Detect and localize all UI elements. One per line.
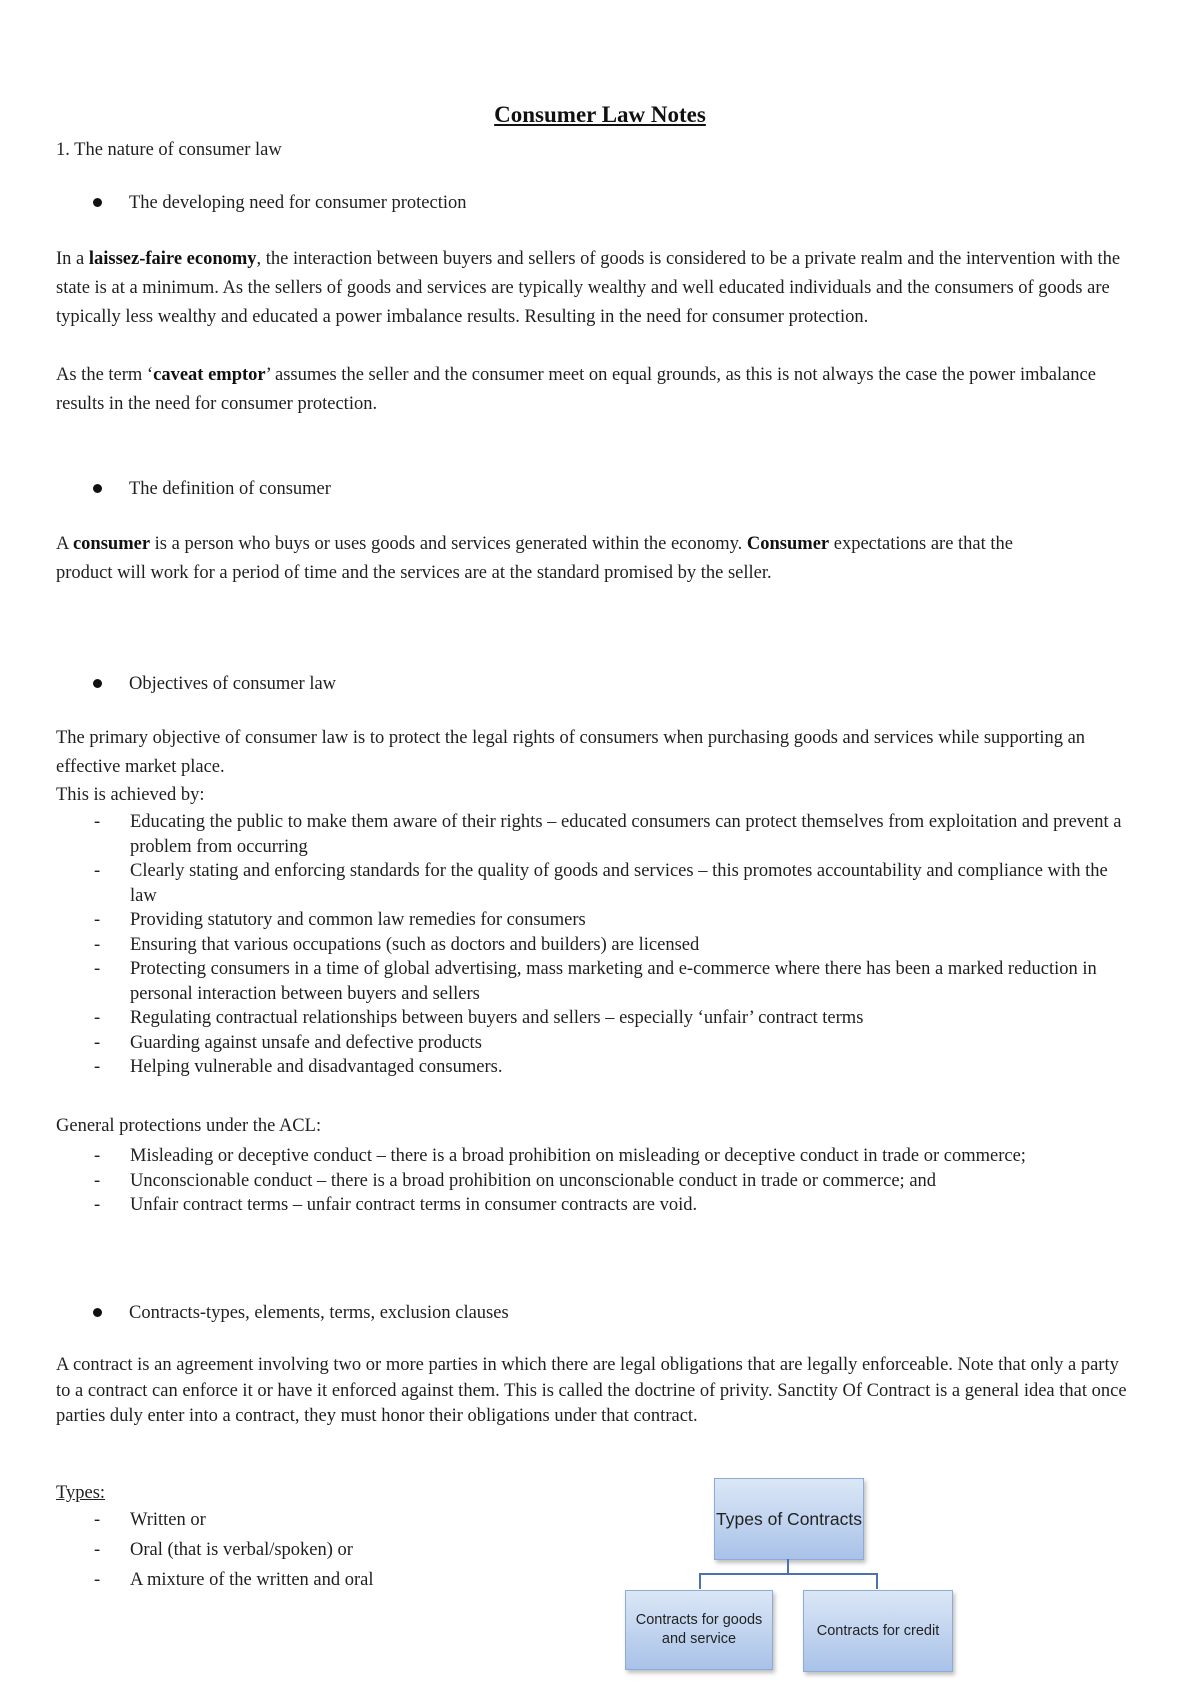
diagram-root-box: Types of Contracts — [714, 1478, 864, 1560]
list-item — [56, 1006, 1136, 1031]
list-item — [56, 1565, 576, 1595]
bold-term: caveat emptor — [153, 365, 266, 385]
bold-term: laissez-faire economy — [88, 249, 257, 269]
list-item — [56, 810, 1136, 859]
page-title: Consumer Law Notes — [494, 102, 706, 127]
paragraph — [56, 530, 1056, 588]
dash-marker: - — [94, 1540, 101, 1560]
diagram-child-box: Contracts for credit — [803, 1590, 953, 1672]
dash-marker: - — [94, 812, 101, 832]
list-item — [56, 1031, 1136, 1056]
dash-marker: - — [94, 1570, 101, 1590]
text-run: expectations are that the product will work for a period of time and the services are at the standard promised by the seller. — [56, 534, 1014, 583]
section-heading: 1. The nature of consumer law — [56, 140, 282, 160]
list-item-text: Oral (that is verbal/spoken) or — [130, 1540, 353, 1560]
text-run: As the term ‘ — [56, 365, 154, 385]
list-item-text: Unconscionable conduct – there is a broad prohibition on unconscionable conduct in trade or commerce; and — [130, 1170, 937, 1191]
paragraph: This is achieved by: — [56, 785, 205, 805]
types-heading: Types: — [56, 1483, 106, 1503]
list-item — [56, 1193, 1136, 1218]
list-item-text: Protecting consumers in a time of global advertising, mass marketing and e-commerce where there has been a marked reduction in personal interaction between buyers and sellers — [130, 959, 1097, 1004]
list-item-text: Educating the public to make them aware of their rights – educated consumers can protect themselves from exploitation and prevent a problem from occurring — [130, 812, 1122, 857]
paragraph: The primary objective of consumer law is to protect the legal rights of consumers when purchasing goods and services while supporting an effective market place. — [56, 728, 1086, 777]
dash-marker: - — [94, 1195, 101, 1215]
list-item-text: Ensuring that various occupations (such as doctors and builders) are licensed — [130, 934, 700, 955]
dash-marker: - — [94, 910, 101, 930]
connector-line — [787, 1559, 789, 1574]
dash-marker: - — [94, 934, 101, 955]
dash-marker: - — [94, 1170, 101, 1191]
list-item — [56, 1505, 576, 1535]
list-item — [56, 1169, 1136, 1194]
list-item-text: Unfair contract terms – unfair contract terms in consumer contracts are void. — [130, 1195, 698, 1215]
dash-marker: - — [94, 959, 101, 979]
text-run: , the interaction between buyers and sellers of goods is considered to be a private realm and the intervention with the state is at a minimum. As the sellers of goods and services are typically wealthy and well educated individuals and the consumers of goods are typically less wealthy and educated a power imbalance results. Resulting in the need for consumer protection. — [56, 249, 1121, 327]
list-item — [56, 957, 1136, 1006]
types-list — [56, 1505, 576, 1595]
bullet-text: Objectives of consumer law — [129, 674, 337, 694]
acl-list — [56, 1144, 1136, 1218]
list-item — [56, 1535, 576, 1565]
dash-marker: - — [94, 1146, 101, 1166]
list-item — [56, 1144, 1136, 1169]
paragraph: A contract is an agreement involving two or more parties in which there are legal obligations that are legally enforceable. Note that only a party to a contract can enforce it or have it enforced against them. This is called the doctrine of privity. Sanctity Of Contract is a general idea that once parties duly enter into a contract, they must honor their obligations under that contract. — [56, 1355, 1127, 1426]
list-item-text: Written or — [130, 1510, 206, 1530]
list-item — [56, 908, 1136, 933]
bullet-text: Contracts-types, elements, terms, exclusion clauses — [129, 1303, 509, 1323]
dash-marker: - — [94, 861, 101, 881]
paragraph: General protections under the ACL: — [56, 1116, 322, 1136]
list-item-text: Providing statutory and common law remedies for consumers — [130, 910, 586, 930]
bullet-dot-icon — [93, 198, 102, 207]
bullet-dot-icon — [93, 679, 102, 688]
text-run: In a — [56, 249, 89, 269]
list-item — [56, 1055, 1136, 1080]
dash-marker: - — [94, 1032, 101, 1053]
bullet-text: The definition of consumer — [129, 479, 331, 499]
list-item-text: Guarding against unsafe and defective products — [130, 1032, 482, 1053]
connector-line — [699, 1573, 701, 1589]
list-item — [56, 859, 1136, 908]
list-item — [56, 933, 1136, 958]
text-run: is a person who buys or uses goods and services generated within the economy. — [150, 534, 747, 554]
dash-marker: - — [94, 1057, 101, 1077]
text-run: A — [56, 534, 73, 554]
list-item-text: Regulating contractual relationships between buyers and sellers – especially ‘unfair’ contract terms — [130, 1008, 864, 1028]
paragraph — [56, 245, 1131, 332]
list-item-text: Helping vulnerable and disadvantaged consumers. — [130, 1057, 503, 1077]
dash-marker: - — [94, 1008, 101, 1028]
dash-marker: - — [94, 1510, 101, 1530]
bullet-dot-icon — [93, 484, 102, 493]
bold-term: Consumer — [746, 534, 830, 554]
connector-line — [876, 1573, 878, 1589]
text-run: ’ assumes the seller and the consumer meet on equal grounds, as this is not always the case the power imbalance results in the need for consumer protection. — [56, 365, 1096, 414]
list-item-text: A mixture of the written and oral — [130, 1570, 374, 1590]
connector-line — [699, 1573, 878, 1575]
paragraph — [56, 361, 1131, 419]
bullet-dot-icon — [93, 1308, 102, 1317]
diagram-child-box: Contracts for goods and service — [625, 1590, 773, 1670]
bold-term: consumer — [72, 534, 151, 554]
bullet-text: The developing need for consumer protection — [129, 193, 467, 213]
list-item-text: Misleading or deceptive conduct – there is a broad prohibition on misleading or deceptive conduct in trade or commerce; — [130, 1146, 1026, 1166]
objectives-list — [56, 810, 1136, 1080]
list-item-text: Clearly stating and enforcing standards for the quality of goods and services – this promotes accountability and compliance with the law — [130, 861, 1108, 906]
